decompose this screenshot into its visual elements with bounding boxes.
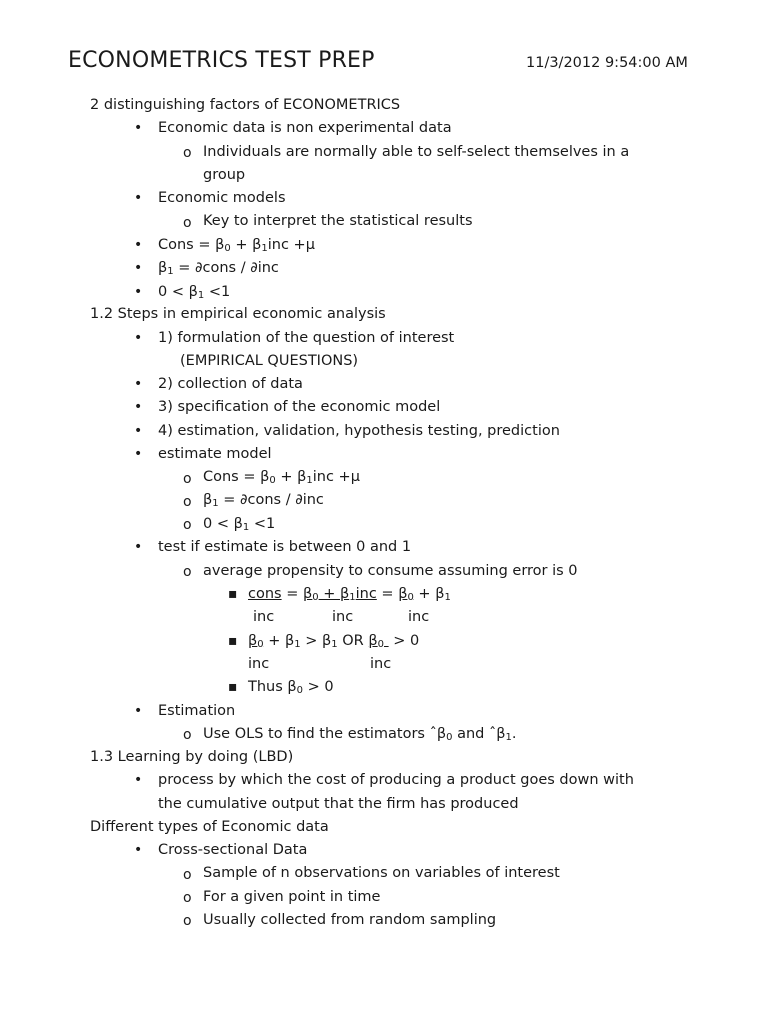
sub-bullet-icon: o <box>183 867 192 883</box>
list-item: Cross-sectional Data <box>158 842 308 858</box>
fraction-numerator-inequality: $\beta_0 + \beta_1 > \beta_1$ OR $\beta_0 > 0$ <box>248 633 420 650</box>
document-timestamp: 11/3/2012 9:54:00 AM <box>526 55 688 71</box>
list-item-continuation: group <box>203 167 246 183</box>
sub-bullet-icon: o <box>183 471 192 487</box>
sub-bullet-icon: o <box>183 494 192 510</box>
bullet-icon: • <box>134 399 143 415</box>
fraction-denominator: inc <box>253 609 275 625</box>
list-item: estimate model <box>158 446 272 462</box>
fraction-denominator: inc <box>332 609 354 625</box>
bullet-icon: • <box>134 842 143 858</box>
list-item: Usually collected from random sampling <box>203 912 497 928</box>
section-heading-lbd: 1.3 Learning by doing (LBD) <box>90 749 294 765</box>
list-item: For a given point in time <box>203 889 381 905</box>
section-heading-distinguishing-factors: 2 distinguishing factors of ECONOMETRICS <box>90 97 401 113</box>
list-item: Economic data is non experimental data <box>158 120 452 136</box>
list-item: 1) formulation of the question of interest <box>158 330 455 346</box>
bullet-icon: • <box>134 120 143 136</box>
equation-consumption: Cons = $\beta_0 + \beta_1inc +\mu$ <box>158 237 315 254</box>
fraction-denominator: inc <box>248 656 270 672</box>
equation-conclusion: Thus $\beta_0 > 0$ <box>248 679 334 696</box>
bullet-icon: • <box>134 423 143 439</box>
fraction-denominator: inc <box>408 609 430 625</box>
list-item: test if estimate is between 0 and 1 <box>158 539 412 555</box>
bullet-icon: • <box>134 260 143 276</box>
list-item: Economic models <box>158 190 286 206</box>
equation-inequality: $0 < \beta_1 <1$ <box>158 284 231 301</box>
sub-bullet-icon: o <box>183 564 192 580</box>
bullet-icon: • <box>134 772 143 788</box>
list-item: 2) collection of data <box>158 376 303 392</box>
sub-bullet-icon: o <box>183 215 192 231</box>
bullet-icon: • <box>134 539 143 555</box>
document-title: ECONOMETRICS TEST PREP <box>68 48 375 73</box>
equation-consumption: Cons = $\beta_0 + \beta_1inc +\mu$ <box>203 469 360 486</box>
equation-marginal-propensity: $\beta_1$ = ∂cons / ∂inc <box>203 492 324 509</box>
sub-bullet-icon: o <box>183 145 192 161</box>
bullet-icon: • <box>134 330 143 346</box>
equation-marginal-propensity: $\beta_1$ = ∂cons / ∂inc <box>158 260 279 277</box>
fraction-denominator: inc <box>370 656 392 672</box>
bullet-icon: • <box>134 376 143 392</box>
sub-bullet-icon: o <box>183 890 192 906</box>
list-item: process by which the cost of producing a product goes down with <box>158 772 634 788</box>
sub-sub-bullet-icon: ▪ <box>228 633 238 649</box>
list-item: Estimation <box>158 703 236 719</box>
list-item-ols: Use OLS to find the estimators ˆβ$_0$ and ˆβ$_1$. <box>203 726 517 743</box>
list-item: average propensity to consume assuming error is 0 <box>203 563 578 579</box>
list-item: 4) estimation, validation, hypothesis testing, prediction <box>158 423 560 439</box>
list-item: 3) specification of the economic model <box>158 399 441 415</box>
fraction-numerator-apc: cons = $\beta_0 + \beta_1inc = \beta_0 + \beta_1$ <box>248 586 451 603</box>
equation-inequality: $0 < \beta_1 <1$ <box>203 516 276 533</box>
list-item: Individuals are normally able to self-select themselves in a <box>203 144 630 160</box>
sub-bullet-icon: o <box>183 913 192 929</box>
section-heading-data-types: Different types of Economic data <box>90 819 329 835</box>
bullet-icon: • <box>134 703 143 719</box>
sub-bullet-icon: o <box>183 727 192 743</box>
section-heading-steps: 1.2 Steps in empirical economic analysis <box>90 306 386 322</box>
list-item-continuation: the cumulative output that the firm has produced <box>158 796 519 812</box>
sub-sub-bullet-icon: ▪ <box>228 586 238 602</box>
bullet-icon: • <box>134 237 143 253</box>
bullet-icon: • <box>134 284 143 300</box>
list-item: Key to interpret the statistical results <box>203 213 473 229</box>
list-item-continuation: (EMPIRICAL QUESTIONS) <box>180 353 359 369</box>
bullet-icon: • <box>134 190 143 206</box>
sub-sub-bullet-icon: ▪ <box>228 679 238 695</box>
bullet-icon: • <box>134 446 143 462</box>
sub-bullet-icon: o <box>183 517 192 533</box>
list-item: Sample of n observations on variables of interest <box>203 865 560 881</box>
